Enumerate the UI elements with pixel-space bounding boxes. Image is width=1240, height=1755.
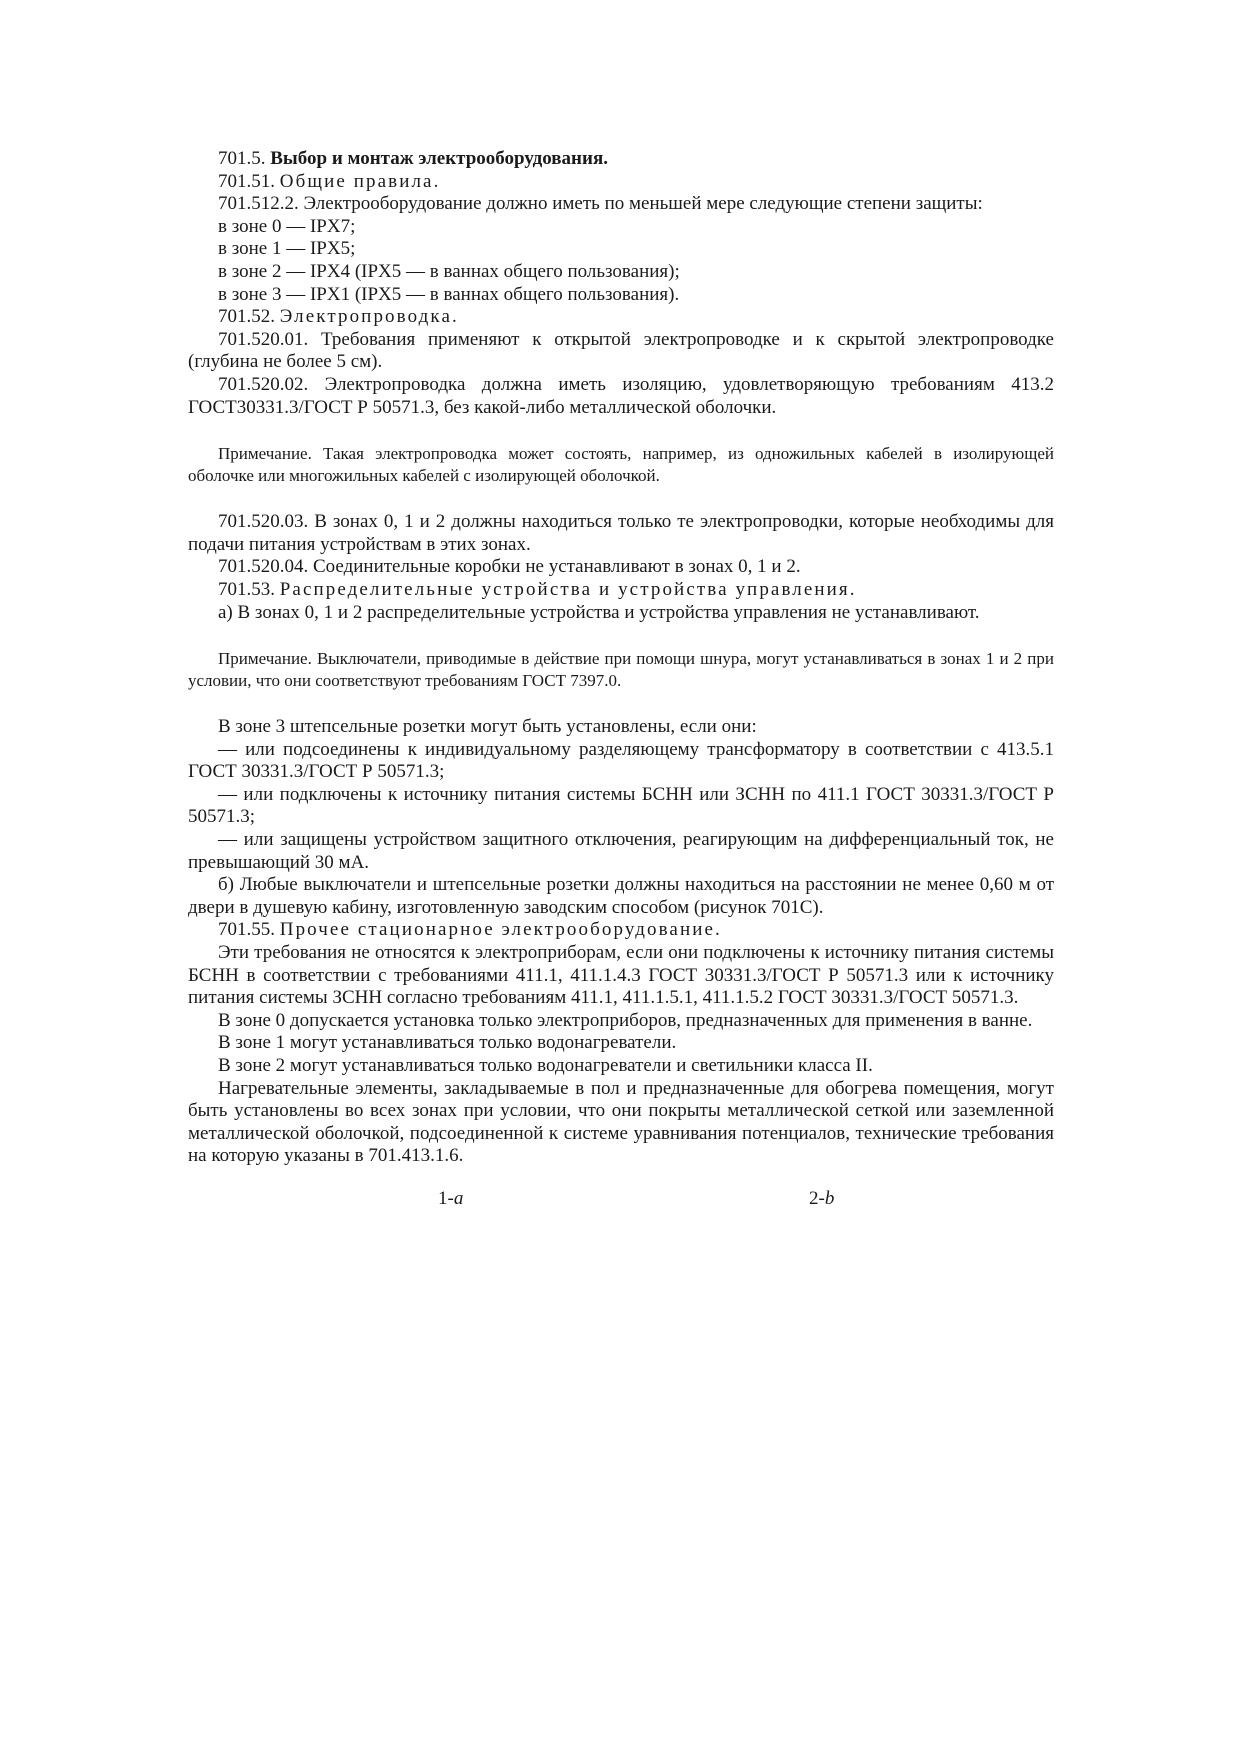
dash-item-transformer: — или подсоединены к индивидуальному разделяющему трансформатору в соответствии с 413.5.1 ГОСТ 30331.3/ГОСТ Р 50571.3; xyxy=(188,738,1054,783)
dash-item-power-source: — или подключены к источнику питания системы БСНН или ЗСНН по 411.1 ГОСТ 30331.3/ГОСТ Р 50571.3; xyxy=(188,783,1054,828)
spacer xyxy=(188,487,1054,511)
paragraph-55-a: Эти требования не относятся к электроприборам, если они подключены к источнику питания системы БСНН в соответствии с требованиями 411.1, 411.1.4.3 ГОСТ 30331.3/ГОСТ Р 50571.3 или к источнику питания системы ЗСНН согласно требованиям 411.1, 411.1.5.1, 411.1.5.2 ГОСТ 30331.3/ГОСТ 50571.3. xyxy=(188,942,1054,1009)
paragraph-520-04: 701.520.04. Соединительные коробки не устанавливают в зонах 0, 1 и 2. xyxy=(218,556,801,578)
figure-label-1: 1-a xyxy=(438,1187,464,1209)
section-heading: 701.5. Выбор и монтаж электрооборудования. xyxy=(218,148,608,169)
paragraph-55-e: Нагревательные элементы, закладываемые в пол и предназначенные для обогрева помещения, могут быть установлены во всех зонах при условии, что они покрыты металлической сеткой или заземленной металлической оболочкой, подсоединенной к системе уравнивания потенциалов, технические требования на которую указаны в 701.413.1.6. xyxy=(188,1077,1054,1167)
note-switches: Примечание. Выключатели, приводимые в действие при помощи шнура, могут устанавливаться в зонах 1 и 2 при условии, что они соответствуют требованиям ГОСТ 7397.0. xyxy=(188,649,1054,691)
zone-1-item: в зоне 1 — IPX5; xyxy=(218,238,356,260)
spacer xyxy=(188,624,1054,648)
paragraph-protection-degrees: 701.512.2. Электрооборудование должно иметь по меньшей мере следующие степени защиты: xyxy=(218,193,983,215)
paragraph-b: б) Любые выключатели и штепсельные розетки должны находиться на расстоянии не менее 0,60 м от двери в душевую кабину, изготовленную заводским способом (рисунок 701С). xyxy=(188,874,1054,918)
subsection-switchgear: 701.53. Распределительные устройства и устройства управления. xyxy=(218,578,857,600)
figure-labels xyxy=(188,1188,1054,1214)
figure-label-2: 2-b xyxy=(809,1187,835,1209)
spacer xyxy=(188,419,1054,443)
section-heading-title: Выбор и монтаж электрооборудования. xyxy=(270,148,608,169)
subsection-other-equipment: 701.55. Прочее стационарное электрооборудование. xyxy=(218,919,722,941)
zone-0-item: в зоне 0 — IPX7; xyxy=(218,215,356,237)
paragraph-55-c: В зоне 1 могут устанавливаться только водонагреватели. xyxy=(218,1032,677,1054)
subsection-title: Общие правила. xyxy=(279,170,441,192)
subsection-title: Электропроводка. xyxy=(279,306,459,328)
paragraph-520-02: 701.520.02. Электропроводка должна иметь изоляцию, удовлетворяющую требованиям 413.2 ГОСТ30331.3/ГОСТ Р 50571.3, без какой-либо металлической оболочки. xyxy=(188,373,1054,418)
paragraph-520-03: 701.520.03. В зонах 0, 1 и 2 должны находиться только те электропроводки, которые необходимы для подачи питания устройствам в этих зонах. xyxy=(188,511,1054,555)
subsection-title: Распределительные устройства и устройства управления. xyxy=(279,578,857,600)
zone-3-item: в зоне 3 — IPX1 (IPX5 — в ваннах общего пользования). xyxy=(218,283,680,305)
paragraph-520-01: 701.520.01. Требования применяют к открытой электропроводке и к скрытой электропроводке (глубина не более 5 см). xyxy=(188,328,1054,373)
document-page xyxy=(188,148,1054,1214)
paragraph-55-d: В зоне 2 могут устанавливаться только водонагреватели и светильники класса II. xyxy=(218,1055,873,1076)
note-wiring: Примечание. Такая электропроводка может состоять, например, из одножильных кабелей в изолирующей оболочке или многожильных кабелей с изолирующей оболочкой. xyxy=(188,444,1054,486)
subsection-title: Прочее стационарное электрооборудование. xyxy=(279,919,722,941)
subsection-wiring: 701.52. Электропроводка. xyxy=(218,306,459,328)
spacer xyxy=(188,692,1054,716)
subsection-general-rules: 701.51. Общие правила. xyxy=(218,170,441,192)
paragraph-55-b: В зоне 0 допускается установка только электроприборов, предназначенных для применения в ванне. xyxy=(218,1009,1033,1031)
dash-item-rcd: — или защищены устройством защитного отключения, реагирующим на дифференциальный ток, не превышающий 30 мА. xyxy=(188,829,1054,873)
paragraph-zone-3-sockets: В зоне 3 штепсельные розетки могут быть установлены, если они: xyxy=(218,716,757,738)
zone-2-item: в зоне 2 — IPX4 (IPX5 — в ваннах общего пользования); xyxy=(218,260,680,282)
paragraph-a: а) В зонах 0, 1 и 2 распределительные устройства и устройства управления не устанавливают. xyxy=(218,601,980,623)
